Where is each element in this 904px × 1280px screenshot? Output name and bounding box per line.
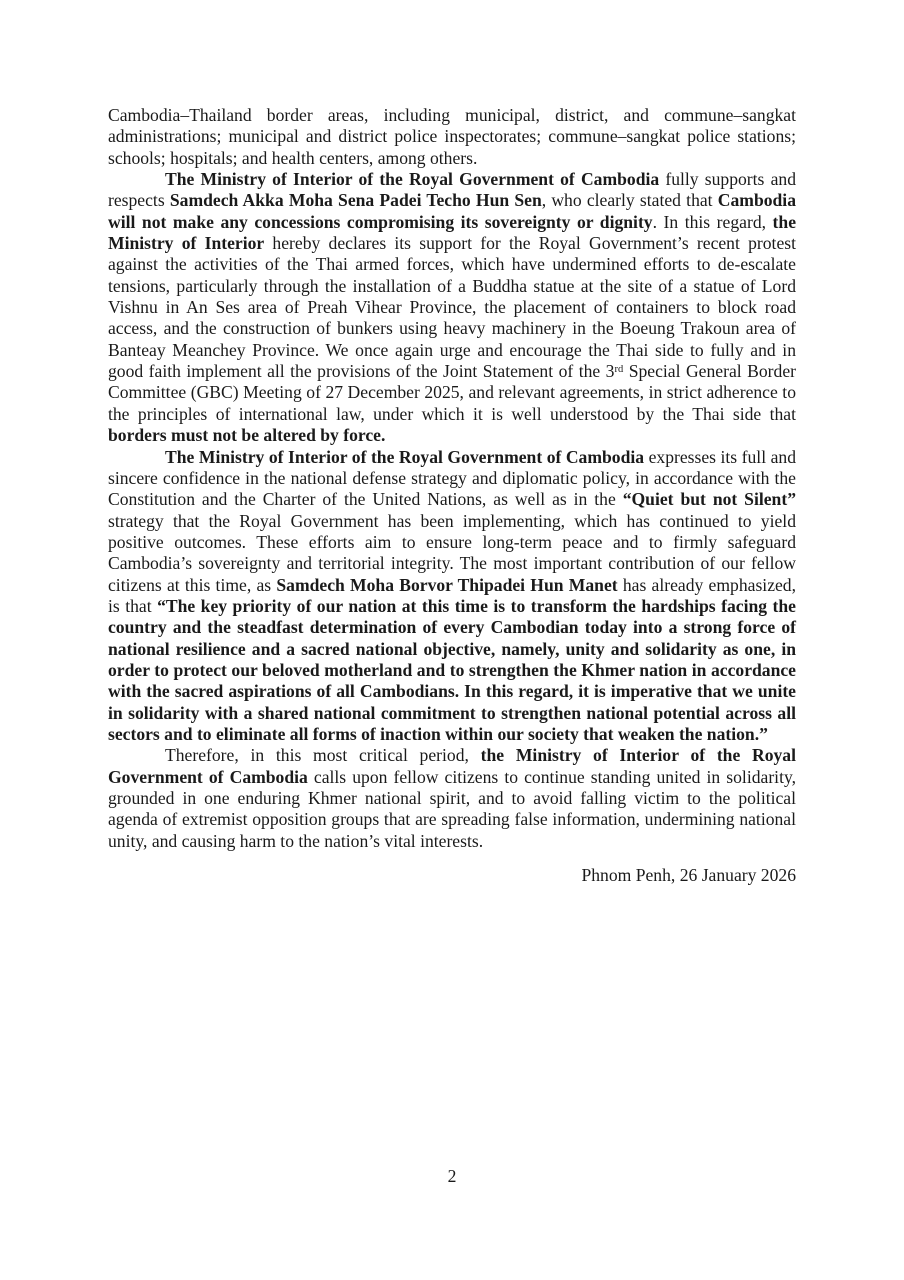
bold-text-run: “The key priority of our nation at this time is to transform the hardships facing the country and the steadfast determination of every Cambodian today into a strong force of national resilience and a sacred national objective, namely, unity and solidarity as one, in order to protect our beloved motherland and to strengthen the Khmer nation in accordance with the sacred aspirations of all Cambodians. In this regard, it is imperative that we unite in solidarity with a shared national commitment to strengthen national potential across all sectors and to eliminate all forms of inaction within our society that weaken the nation.” — [108, 595, 796, 744]
document-body — [108, 105, 796, 852]
text-run: has already emphasized, is that — [108, 574, 797, 616]
bold-text-run: borders must not be altered by force. — [108, 425, 386, 446]
text-run: . In this regard, — [652, 211, 773, 232]
bold-text-run: Samdech Akka Moha Sena Padei Techo Hun Sen — [169, 190, 542, 211]
paragraph — [108, 447, 796, 746]
text-run: Therefore, in this most critical period, — [165, 745, 481, 766]
text-run: hereby declares its support for the Royal Government’s recent protest against the activities of the Thai armed forces, which have undermined efforts to de-escalate tensions, particularly through the installation of a Buddha statue at the site of a statue of Lord Vishnu in An Ses area of Preah Vihear Province, the placement of containers to block road access, and the construction of bunkers using heavy machinery in the Boeung Trakoun area of Banteay Meanchey Province. We once again urge and encourage the Thai side to fully and in good faith implement all the provisions of the Joint Statement of the 3 — [108, 233, 796, 382]
bold-text-run: Samdech Moha Borvor Thipadei Hun Manet — [276, 574, 618, 595]
dateline: Phnom Penh, 26 January 2026 — [581, 865, 796, 886]
paragraph — [108, 745, 796, 852]
bold-text-run: “Quiet but not Silent” — [622, 489, 796, 510]
text-run: Special General Border Committee (GBC) Meeting of 27 December 2025, and relevant agreements, in strict adherence to the principles of international law, under which it is well understood by the Thai side that — [108, 361, 796, 424]
bold-text-run: The Ministry of Interior of the Royal Government of Cambodia — [165, 169, 660, 190]
bold-text-run: the Ministry of Interior — [108, 211, 796, 254]
bold-text-run: Cambodia will not make any concessions compromising its sovereignty or dignity — [108, 190, 796, 232]
bold-text-run: the Ministry of Interior of the Royal Government of Cambodia — [108, 745, 796, 787]
bold-text-run: The Ministry of Interior of the Royal Government of Cambodia — [165, 446, 645, 467]
paragraph — [108, 105, 796, 169]
document-content — [108, 105, 796, 886]
text-run: fully supports and respects — [108, 169, 796, 211]
page-number: 2 — [447, 1166, 457, 1186]
superscript-text-run: rd — [614, 364, 624, 376]
text-run: expresses its full and sincere confidence in the national defense strategy and diplomatic policy, in accordance with the Constitution and the Charter of the United Nations, as well as in the — [108, 446, 796, 510]
text-run: strategy that the Royal Government has been implementing, which has continued to yield positive outcomes. These efforts aim to ensure long-term peace and to firmly safeguard Cambodia’s sovereignty and territorial integrity. The most important contribution of our fellow citizens at this time, as — [108, 510, 796, 595]
text-run: Cambodia–Thailand border areas, including municipal, district, and commune–sangkat administrations; municipal and district police inspectorates; commune–sangkat police stations; schools; hospitals; and health centers, among others. — [108, 105, 796, 168]
text-run: , who clearly stated that — [541, 190, 718, 211]
text-run: calls upon fellow citizens to continue standing united in solidarity, grounded in one enduring Khmer national spirit, and to avoid falling victim to the political agenda of extremist opposition groups that are spreading false information, undermining national unity, and causing harm to the nation’s vital interests. — [108, 766, 797, 851]
paragraph — [108, 169, 796, 446]
